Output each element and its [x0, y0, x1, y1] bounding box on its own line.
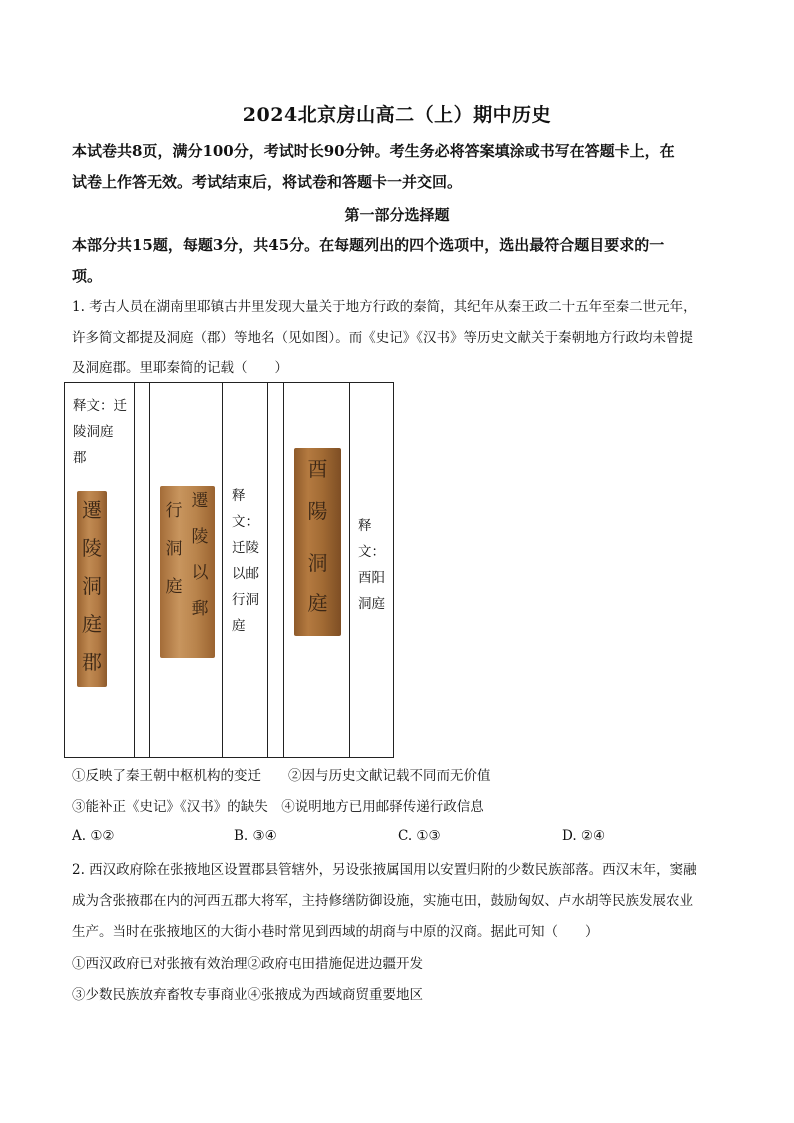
q2-stem-line-1: 2. 西汉政府除在张掖地区设置郡县管辖外，另设张掖属国用以安置归附的少数民族部落。西汉末年，窦融 [72, 862, 697, 878]
bamboo-slip-3: 酉 陽 洞 庭 [294, 448, 341, 636]
section-desc-line-1: 本部分共15题，每题3分，共45分。在每题列出的四个选项中，选出最符合题目要求的一 [72, 236, 665, 254]
caption-1: 释文：迁 陵洞庭 郡 [73, 398, 127, 466]
caption-2: 释 文： 迁陵 以邮 行洞 庭 [232, 488, 259, 634]
figure-col-6 [284, 383, 350, 757]
q1-option-d[interactable]: D. ②④ [562, 828, 606, 844]
figure-col-4 [223, 383, 268, 757]
q1-option-b[interactable]: B. ③④ [234, 828, 277, 844]
intro-line-1: 本试卷共8页，满分100分，考试时长90分钟。考生务必将答案填涂或书写在答题卡上，在 [72, 142, 675, 160]
section-title: 第一部分选择题 [344, 206, 450, 224]
qin-slips-figure [64, 382, 394, 758]
q1-option-a[interactable]: A. ①② [72, 828, 115, 844]
caption-3: 释 文： 酉阳 洞庭 [358, 518, 385, 612]
q2-stem-line-2: 成为含张掖郡在内的河西五郡大将军，主持修缮防御设施，实施屯田，鼓励匈奴、卢水胡等民族发展农业 [72, 893, 693, 909]
q2-statements-1: ①西汉政府已对张掖有效治理②政府屯田措施促进边疆开发 [72, 956, 423, 972]
bamboo-slip-1: 遷 陵 洞 庭 郡 [77, 491, 107, 687]
q2-statements-2: ③少数民族放弃畜牧专事商业④张掖成为西域商贸重要地区 [72, 987, 423, 1003]
q2-stem-line-3: 生产。当时在张掖地区的大街小巷时常见到西域的胡商与中原的汉商。据此可知（ ） [72, 924, 599, 940]
figure-col-7 [350, 383, 392, 757]
q1-stem-line-1: 1. 考古人员在湖南里耶镇古井里发现大量关于地方行政的秦简，其纪年从秦王政二十五年至秦二世元年， [72, 299, 697, 315]
q1-options [72, 828, 732, 848]
q1-stem-line-2: 许多简文都提及洞庭（郡）等地名（见如图）。而《史记》《汉书》等历史文献关于秦朝地方行政均未曾提 [72, 330, 693, 346]
figure-col-2 [135, 383, 150, 757]
figure-col-3 [150, 383, 223, 757]
intro-line-2: 试卷上作答无效。考试结束后，将试卷和答题卡一并交回。 [72, 173, 463, 191]
q1-stem-line-3: 及洞庭郡。里耶秦简的记载（ ） [72, 360, 288, 376]
figure-col-1 [65, 383, 135, 757]
bamboo-slip-2: 行 洞 庭 遷 陵 以 郵 [160, 486, 215, 658]
page-title: 2024北京房山高二（上）期中历史 [242, 104, 552, 126]
figure-col-5 [268, 383, 284, 757]
q1-statements-2: ③能补正《史记》《汉书》的缺失 ④说明地方已用邮驿传递行政信息 [72, 799, 484, 815]
q1-statements-1: ①反映了秦王朝中枢机构的变迁 ②因与历史文献记载不同而无价值 [72, 768, 491, 784]
section-desc-line-2: 项。 [72, 267, 103, 285]
q1-option-c[interactable]: C. ①③ [398, 828, 441, 844]
